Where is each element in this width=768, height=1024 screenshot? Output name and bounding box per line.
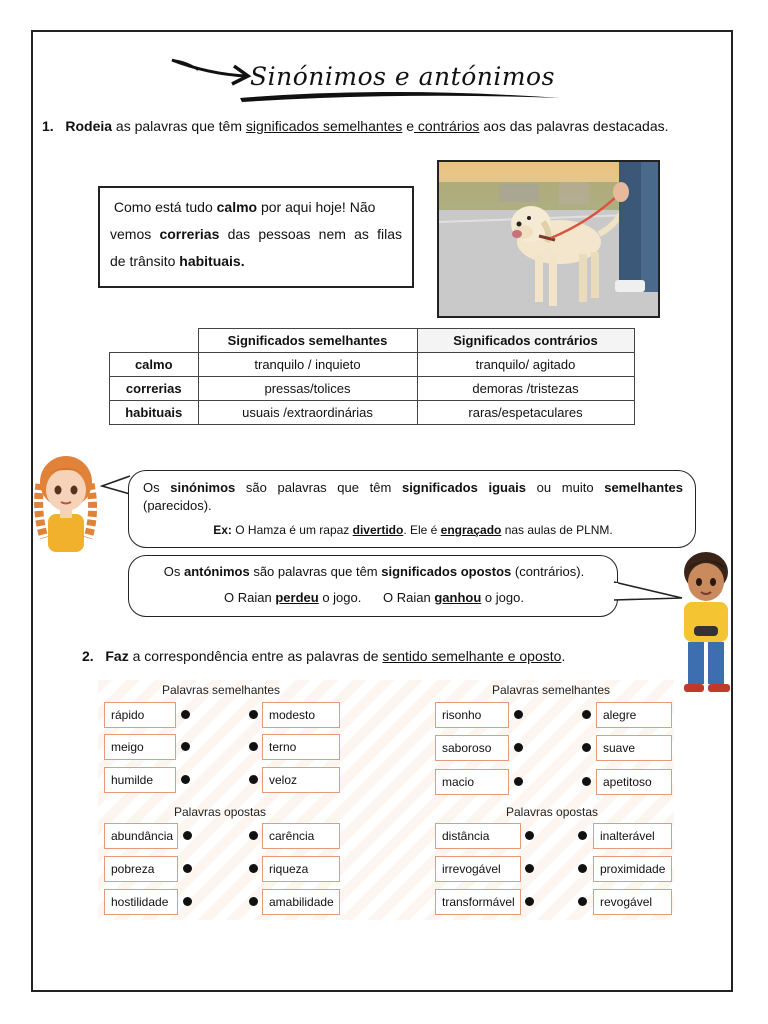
match-dot[interactable]: [181, 775, 190, 784]
word-box[interactable]: carência: [262, 823, 340, 849]
question-1: 1. Rodeia as palavras que têm significados semelhantes e contrários aos das palavras destacadas.: [42, 118, 669, 134]
match-dot[interactable]: [249, 864, 258, 873]
match-dot[interactable]: [183, 897, 192, 906]
word-box[interactable]: rápido: [104, 702, 176, 728]
word-box[interactable]: humilde: [104, 767, 176, 793]
match-dot[interactable]: [578, 864, 587, 873]
word-box[interactable]: abundância: [104, 823, 178, 849]
table-row: [110, 401, 635, 425]
table-cell: usuais /extraordinárias: [198, 401, 417, 425]
dog-photo: [437, 160, 660, 318]
word-box[interactable]: hostilidade: [104, 889, 178, 915]
column-header: Significados contrários: [417, 329, 634, 353]
girl-avatar-icon: [30, 452, 102, 556]
synonyms-definition-bubble: Os sinónimos são palavras que têm significados iguais ou muito semelhantes (parecidos). Ex: O Hamza é um rapaz divertido. Ele é engraçado nas aulas de PLNM.: [128, 470, 696, 548]
group-heading: Palavras semelhantes: [492, 683, 611, 697]
table-cell: raras/espetaculares: [417, 401, 634, 425]
table-cell: tranquilo/ agitado: [417, 353, 634, 377]
row-header: habituais: [110, 401, 199, 425]
match-dot[interactable]: [249, 710, 258, 719]
word-box[interactable]: veloz: [262, 767, 340, 793]
word-box[interactable]: saboroso: [435, 735, 509, 761]
row-header: correrias: [110, 377, 199, 401]
match-dot[interactable]: [249, 831, 258, 840]
brush-underline: [240, 92, 560, 102]
match-dot[interactable]: [183, 831, 192, 840]
word-box[interactable]: pobreza: [104, 856, 178, 882]
match-dot[interactable]: [578, 831, 587, 840]
match-dot[interactable]: [582, 710, 591, 719]
table-row: [110, 353, 635, 377]
boy-avatar-icon: [676, 548, 736, 698]
page-title: Sinónimos e antónimos: [250, 62, 555, 91]
word-box[interactable]: macio: [435, 769, 509, 795]
match-dot[interactable]: [183, 864, 192, 873]
match-dot[interactable]: [249, 775, 258, 784]
match-dot[interactable]: [525, 897, 534, 906]
table-row: [110, 377, 635, 401]
match-dot[interactable]: [249, 742, 258, 751]
question-2: 2. Faz a correspondência entre as palavras de sentido semelhante e oposto.: [82, 648, 566, 664]
word-box[interactable]: alegre: [596, 702, 672, 728]
bubble-tail-icon: [612, 578, 686, 604]
match-dot[interactable]: [582, 743, 591, 752]
group-heading: Palavras opostas: [506, 805, 599, 819]
word-box[interactable]: riqueza: [262, 856, 340, 882]
arrow-icon: [172, 60, 248, 84]
table-cell: demoras /tristezas: [417, 377, 634, 401]
table-cell: pressas/tolices: [198, 377, 417, 401]
group-heading: Palavras semelhantes: [162, 683, 281, 697]
match-dot[interactable]: [514, 743, 523, 752]
match-dot[interactable]: [582, 777, 591, 786]
vocabulary-table: [109, 328, 635, 425]
match-dot[interactable]: [525, 864, 534, 873]
reading-text-box: Como está tudo calmo por aqui hoje! Não vemos correrias das pessoas nem as filas de trânsito habituais.: [98, 186, 414, 288]
word-box[interactable]: transformável: [435, 889, 521, 915]
word-box[interactable]: proximidade: [593, 856, 672, 882]
word-box[interactable]: irrevogável: [435, 856, 521, 882]
match-dot[interactable]: [249, 897, 258, 906]
word-box[interactable]: amabilidade: [262, 889, 340, 915]
word-box[interactable]: inalterável: [593, 823, 672, 849]
column-header: Significados semelhantes: [198, 329, 417, 353]
word-box[interactable]: risonho: [435, 702, 509, 728]
table-cell: tranquilo / inquieto: [198, 353, 417, 377]
word-box[interactable]: meigo: [104, 734, 176, 760]
match-dot[interactable]: [181, 710, 190, 719]
antonyms-definition-bubble: Os antónimos são palavras que têm significados opostos (contrários). O Raian perdeu o jogo. O Raian ganhou o jogo.: [128, 555, 618, 617]
word-box[interactable]: terno: [262, 734, 340, 760]
question-number: 1.: [42, 118, 54, 134]
match-dot[interactable]: [514, 710, 523, 719]
word-box[interactable]: revogável: [593, 889, 672, 915]
match-dot[interactable]: [181, 742, 190, 751]
row-header: calmo: [110, 353, 199, 377]
word-box[interactable]: modesto: [262, 702, 340, 728]
match-dot[interactable]: [578, 897, 587, 906]
match-dot[interactable]: [525, 831, 534, 840]
word-box[interactable]: distância: [435, 823, 521, 849]
match-dot[interactable]: [514, 777, 523, 786]
group-heading: Palavras opostas: [174, 805, 267, 819]
word-box[interactable]: apetitoso: [596, 769, 672, 795]
word-box[interactable]: suave: [596, 735, 672, 761]
question-verb: Rodeia: [65, 118, 113, 134]
